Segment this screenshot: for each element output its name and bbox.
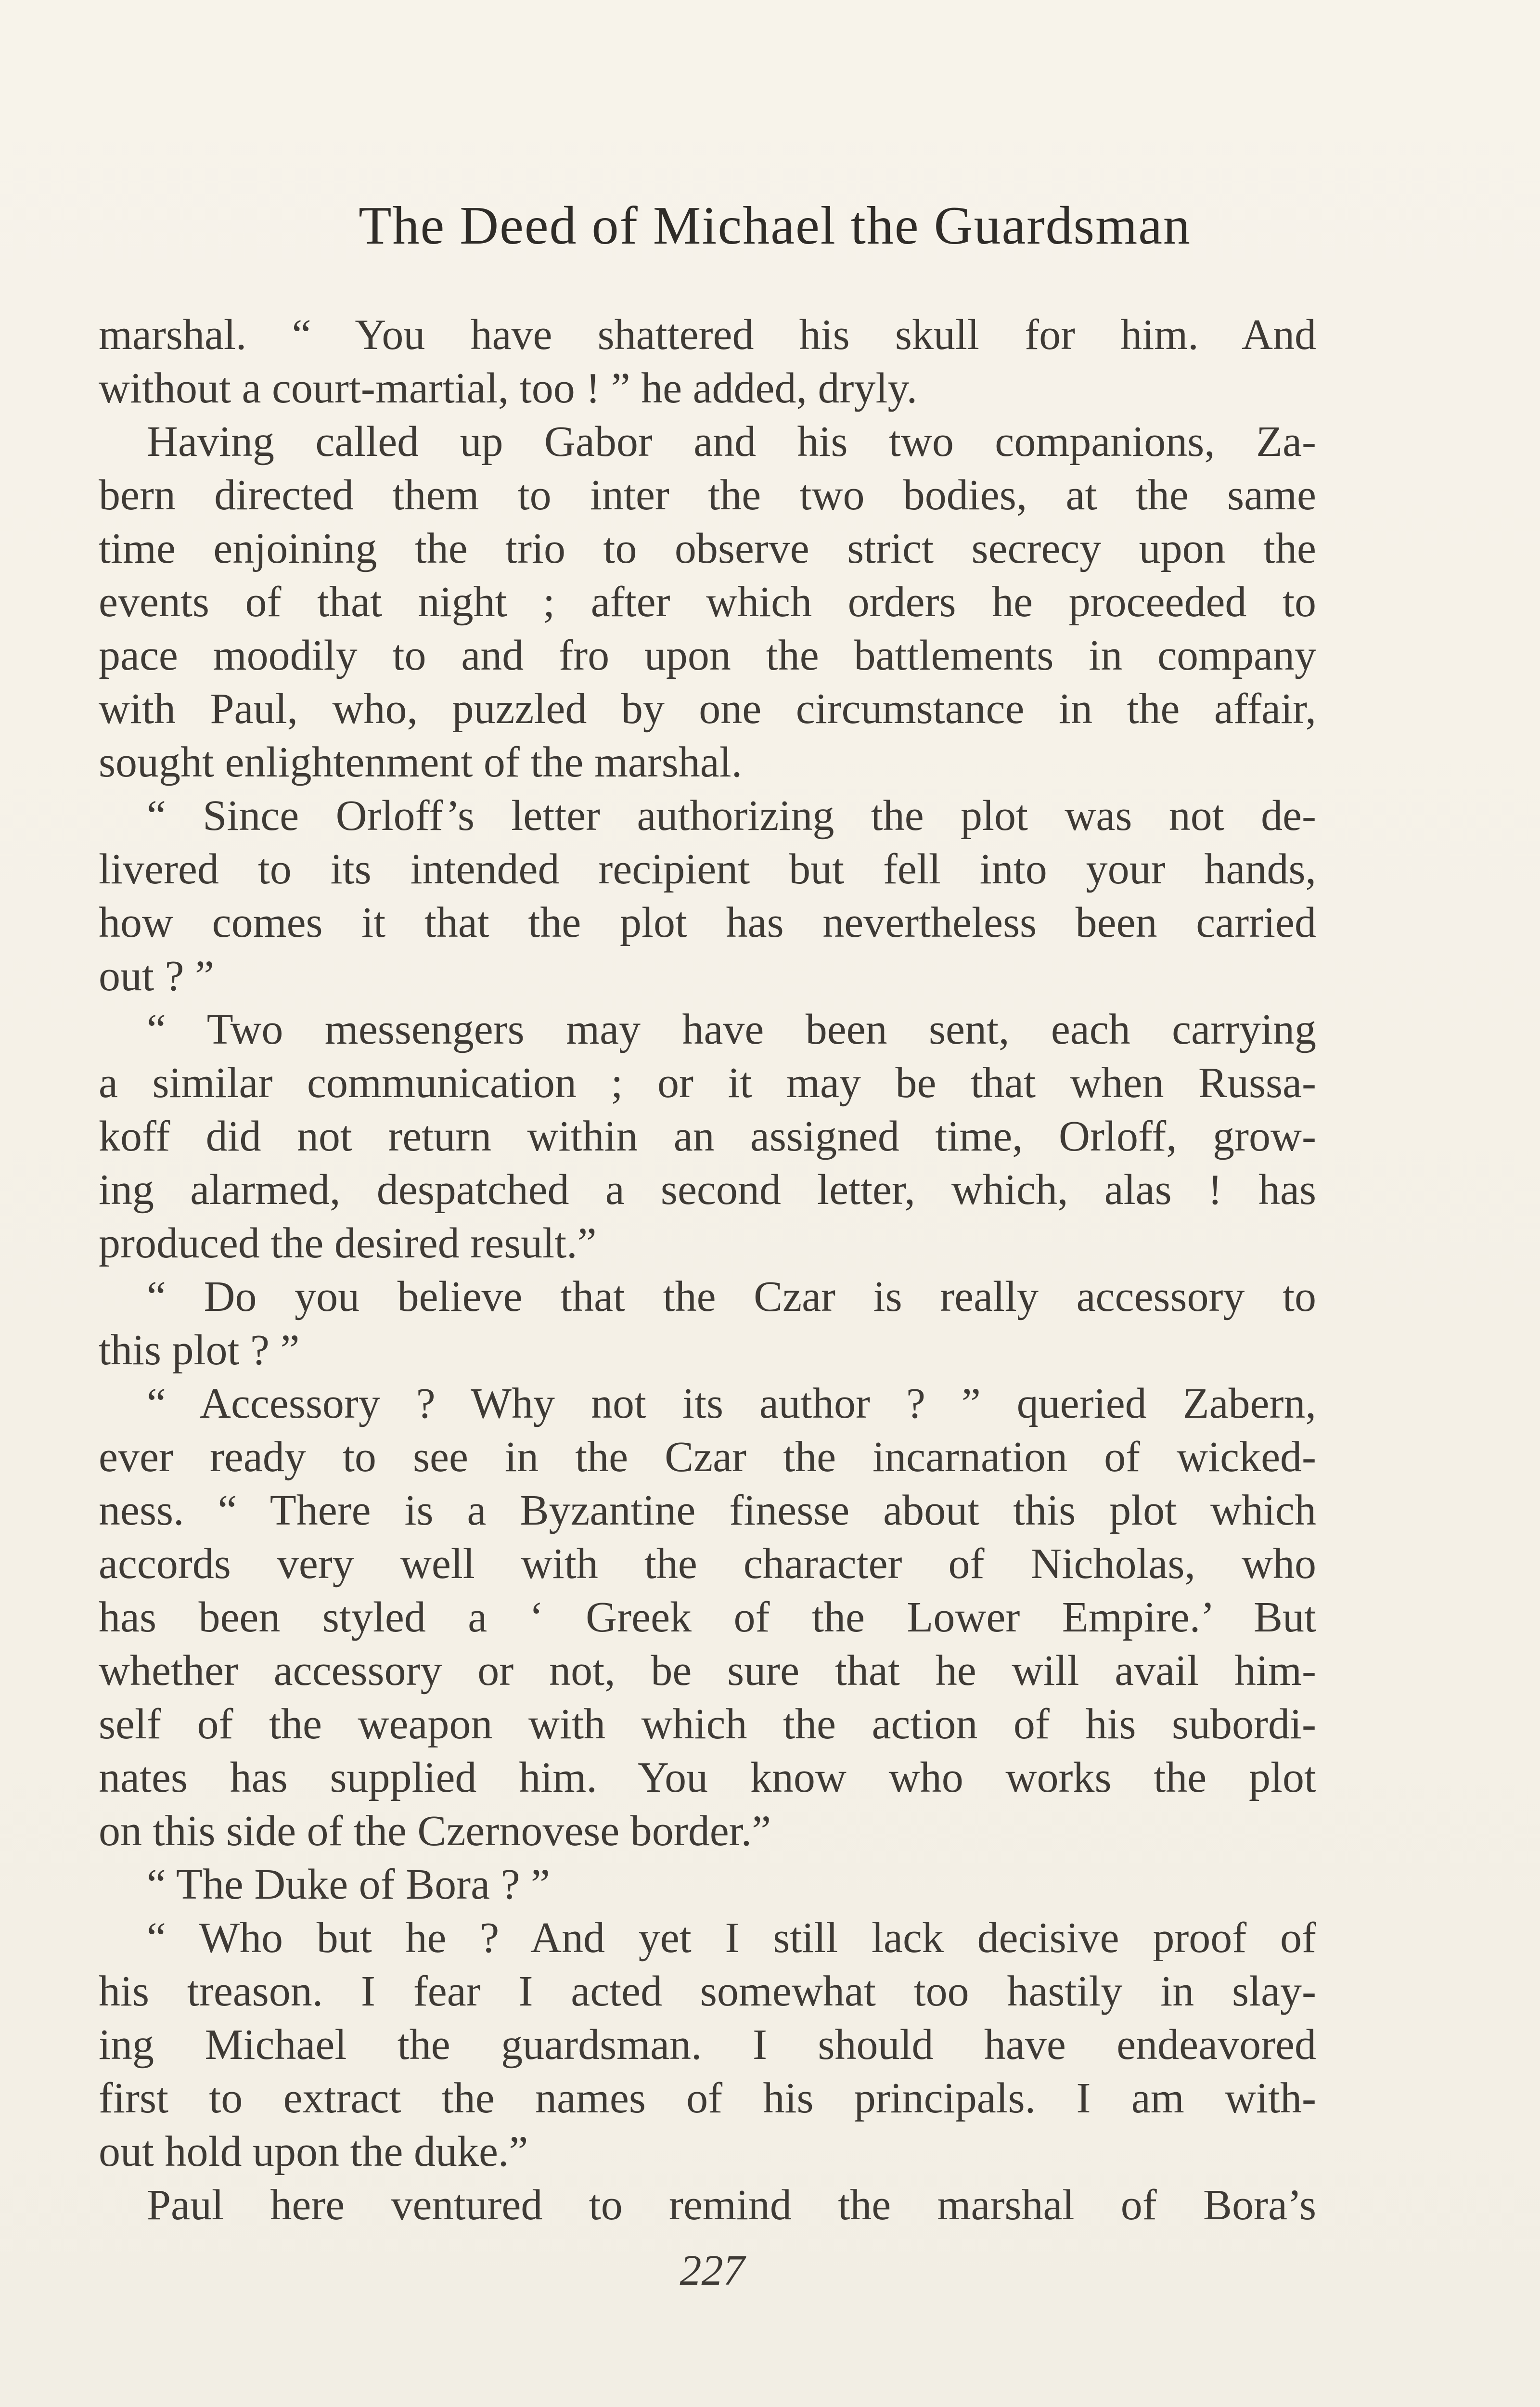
text-line: “ Do you believe that the Czar is really accessory to [147, 1273, 1316, 1320]
text-line: ing Michael the guardsman. I should have endeavored [99, 2021, 1316, 2069]
text-line: how comes it that the plot has nevertheless been carried [99, 899, 1316, 946]
text-line: marshal. “ You have shattered his skull for him. And [99, 311, 1316, 359]
text-line: his treason. I fear I acted somewhat too hastily in slay- [99, 1967, 1316, 2015]
text-line: Having called up Gabor and his two companions, Za- [147, 418, 1316, 466]
text-line: Paul here ventured to remind the marshal of Bora’s [147, 2181, 1316, 2229]
text-line: first to extract the names of his principals. I am with- [99, 2074, 1316, 2122]
text-line: “ Accessory ? Why not its author ? ” queried Zabern, [147, 1380, 1316, 1427]
text-line: with Paul, who, puzzled by one circumstance in the affair, [99, 685, 1316, 733]
text-line: “ The Duke of Bora ? ” [147, 1861, 550, 1908]
text-line: accords very well with the character of Nicholas, who [99, 1540, 1316, 1588]
text-line: self of the weapon with which the action of his subordi- [99, 1700, 1316, 1748]
text-line: ness. “ There is a Byzantine finesse about this plot which [99, 1487, 1316, 1534]
text-line: events of that night ; after which orders he proceeded to [99, 578, 1316, 626]
text-line: whether accessory or not, be sure that he will avail him- [99, 1647, 1316, 1695]
text-line: bern directed them to inter the two bodies, at the same [99, 471, 1316, 519]
text-line: koff did not return within an assigned time, Orloff, grow- [99, 1113, 1316, 1160]
text-line: “ Two messengers may have been sent, each carrying [147, 1006, 1316, 1053]
text-line: on this side of the Czernovese border.” [99, 1807, 771, 1855]
text-line: sought enlightenment of the marshal. [99, 738, 743, 786]
text-line: time enjoining the trio to observe strict secrecy upon the [99, 525, 1316, 572]
text-line: “ Since Orloff’s letter authorizing the plot was not de- [147, 792, 1316, 840]
text-line: produced the desired result.” [99, 1219, 597, 1267]
body-text [99, 308, 1316, 2232]
text-line: ing alarmed, despatched a second letter, which, alas ! has [99, 1166, 1316, 1214]
text-line: out hold upon the duke.” [99, 2128, 528, 2175]
text-line: livered to its intended recipient but fell into your hands, [99, 845, 1316, 893]
text-line: “ Who but he ? And yet I still lack decisive proof of [147, 1914, 1316, 1962]
text-line: a similar communication ; or it may be that when Russa- [99, 1059, 1316, 1107]
running-head: The Deed of Michael the Guardsman [359, 196, 1191, 256]
text-line: without a court-martial, too ! ” he added, dryly. [99, 364, 918, 412]
text-line: this plot ? ” [99, 1326, 300, 1374]
text-line: ever ready to see in the Czar the incarnation of wicked- [99, 1433, 1316, 1481]
text-line: out ? ” [99, 952, 214, 1000]
text-line: has been styled a ‘ Greek of the Lower Empire.’ But [99, 1593, 1316, 1641]
text-line: pace moodily to and fro upon the battlements in company [99, 632, 1316, 679]
text-line: nates has supplied him. You know who works the plot [99, 1754, 1316, 1801]
page-number: 227 [680, 2247, 745, 2294]
